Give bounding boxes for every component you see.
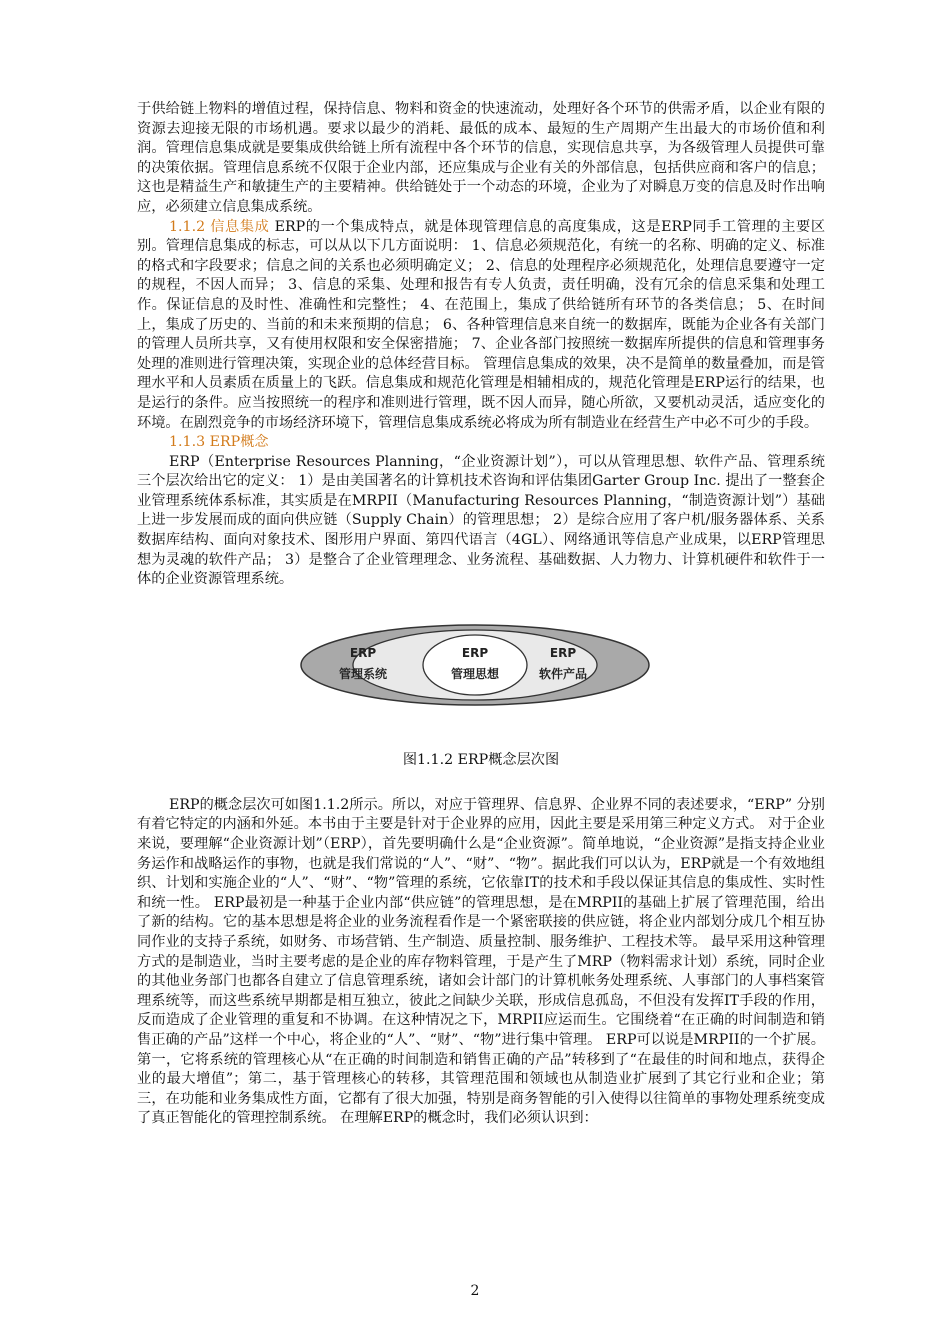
outer-label-top: ERP: [349, 645, 377, 660]
figure-caption: 图1.1.2 ERP概念层次图: [402, 751, 560, 768]
section-heading-1-1-3: 1.1.3 ERP概念: [169, 434, 269, 451]
paragraph-erp-levels: ERP的概念层次可如图1.1.2所示。所以，对应于管理界、信息界、企业界不同的表述要求，“ERP” 分别有着它特定的内涵和外延。本书由于主要是针对于企业界的应用，因此主要是采用第三种定义方式。 对于企业来说，要理解“企业资源计划”（ERP），首先要明确什么是“企业资源”。简单地说，“企业资源”是指支持企业业务运作和战略运作的事物，也就是我们常说的“人”、“财”、“物”。据此我们可以认为，ERP就是一个有效地组织、计划和实施企业的“人”、“财”、“物”管理的系统，它依靠IT的技术和手段以保证其信息的集成性、实时性和统一性。 ERP最初是一种基于企业内部“供应链”的管理思想，是在MRPII的基础上扩展了管理范围，给出了新的结构。它的基本思想是将企业的业务流程看作是一个紧密联接的供应链，将企业内部划分成几个相互协同作业的支持子系统，如财务、市场营销、生产制造、质量控制、服务维护、工程技术等。 最早采用这种管理方式的是制造业，当时主要考虑的是企业的库存物料管理，于是产生了MRP（物料需求计划）系统，同时企业的其他业务部门也都各自建立了信息管理系统，诸如会计部门的计算机帐务处理系统、人事部门的人事档案管理系统等，而这些系统早期都是相互独立，彼此之间缺少关联，形成信息孤岛，不但没有发挥IT手段的作用，反而造成了企业管理的重复和不协调。在这种情况之下，MRPII应运而生。它围绕着“在正确的时间制造和销售正确的产品”这样一个中心，将企业的“人”、“财”、“物”进行集中管理。 ERP可以说是MRPII的一个扩展。第一，它将系统的管理核心从“在正确的时间制造和销售正确的产品”转移到了“在最佳的时间和地点，获得企业的最大增值”；第二，基于管理核心的转移，其管理范围和领域也从制造业扩展到了其它行业和企业；第三，在功能和业务集成性方面，它都有了很大加强，特别是商务智能的引入使得以往简单的事物处理系统变成了真正智能化的管理控制系统。 在理解ERP的概念时，我们必须认识到：: [137, 796, 825, 1127]
inner-label-top: ERP: [461, 645, 489, 660]
document-body: [137, 100, 825, 1129]
middle-label-top: ERP: [549, 645, 577, 660]
paragraph-supply-chain: 于供给链上物料的增值过程，保持信息、物料和资金的快速流动，处理好各个环节的供需矛盾，以企业有限的资源去迎接无限的市场机遇。要求以最少的消耗、最低的成本、最短的生产周期产生出最大的市场价值和利润。管理信息集成就是要集成供给链上所有流程中各个环节的信息，实现信息共享，为各级管理人员提供可靠的决策依据。管理信息系统不仅限于企业内部，还应集成与企业有关的外部信息，包括供应商和客户的信息；这也是精益生产和敏捷生产的主要精神。供给链处于一个动态的环境，企业为了对瞬息万变的信息及时作出响应，必须建立信息集成系统。: [137, 101, 825, 215]
inner-label-bottom: 管理思想: [450, 666, 500, 681]
outer-label-bottom: 管理系统: [338, 666, 388, 681]
paragraph-erp-definition: ERP（Enterprise Resources Planning，“企业资源计划”），可以从管理思想、软件产品、管理系统三个层次给出它的定义： 1）是由美国著名的计算机技术咨询和评估集团Garter Group Inc. 提出了一整套企业管理系统体系标准，其实质是在MRPII（Manufacturing Resources Planning，“制造资源计划”）基础上进一步发展而成的面向供应链（Supply Chain）的管理思想； 2）是综合应用了客户机/服务器体系、关系数据库结构、面向对象技术、图形用户界面、第四代语言（4GL）、网络通讯等信息产业成果，以ERP管理思想为灵魂的软件产品； 3）是整合了企业管理理念、业务流程、基础数据、人力物力、计算机硬件和软件于一体的企业资源管理系统。: [137, 453, 825, 588]
page-number: 2: [470, 1283, 480, 1299]
inner-ellipse-management-thought: [423, 635, 527, 695]
paragraph-info-integration-body: ERP的一个集成特点，就是体现管理信息的高度集成，这是ERP同手工管理的主要区别。管理信息集成的标志，可以从以下几方面说明： 1、信息必须规范化，有统一的名称、明确的定义、标准的格式和字段要求；信息之间的关系也必须明确定义； 2、信息的处理程序必须规范化，处理信息要遵守一定的规程，不因人而异； 3、信息的采集、处理和报告有专人负责，责任明确，没有冗余的信息采集和处理工作。保证信息的及时性、准确性和完整性； 4、在范围上，集成了供给链所有环节的各类信息； 5、在时间上，集成了历史的、当前的和未来预期的信息； 6、各种管理信息来自统一的数据库，既能为企业各有关部门的管理人员所共享，又有使用权限和安全保密措施； 7、企业各部门按照统一数据库所提供的信息和管理事务处理的准则进行管理决策，实现企业的总体经营目标。 管理信息集成的效果，决不是简单的数量叠加，而是管理水平和人员素质在质量上的飞跃。信息集成和规范化管理是相辅相成的，规范化管理是ERP运行的结果，也是运行的条件。应当按照统一的程序和准则进行管理，既不因人而异，随心所欲，又要机动灵活，适应变化的环境。在剧烈竞争的市场经济环境下，管理信息集成系统必将成为所有制造业在经营生产中必不可少的手段。: [137, 218, 826, 431]
section-heading-1-1-2: 1.1.2 信息集成: [169, 218, 270, 235]
middle-label-bottom: 软件产品: [538, 666, 588, 681]
paragraph-info-integration: [137, 218, 825, 434]
erp-concept-figure: [137, 620, 825, 740]
erp-levels-diagram: [297, 620, 655, 710]
